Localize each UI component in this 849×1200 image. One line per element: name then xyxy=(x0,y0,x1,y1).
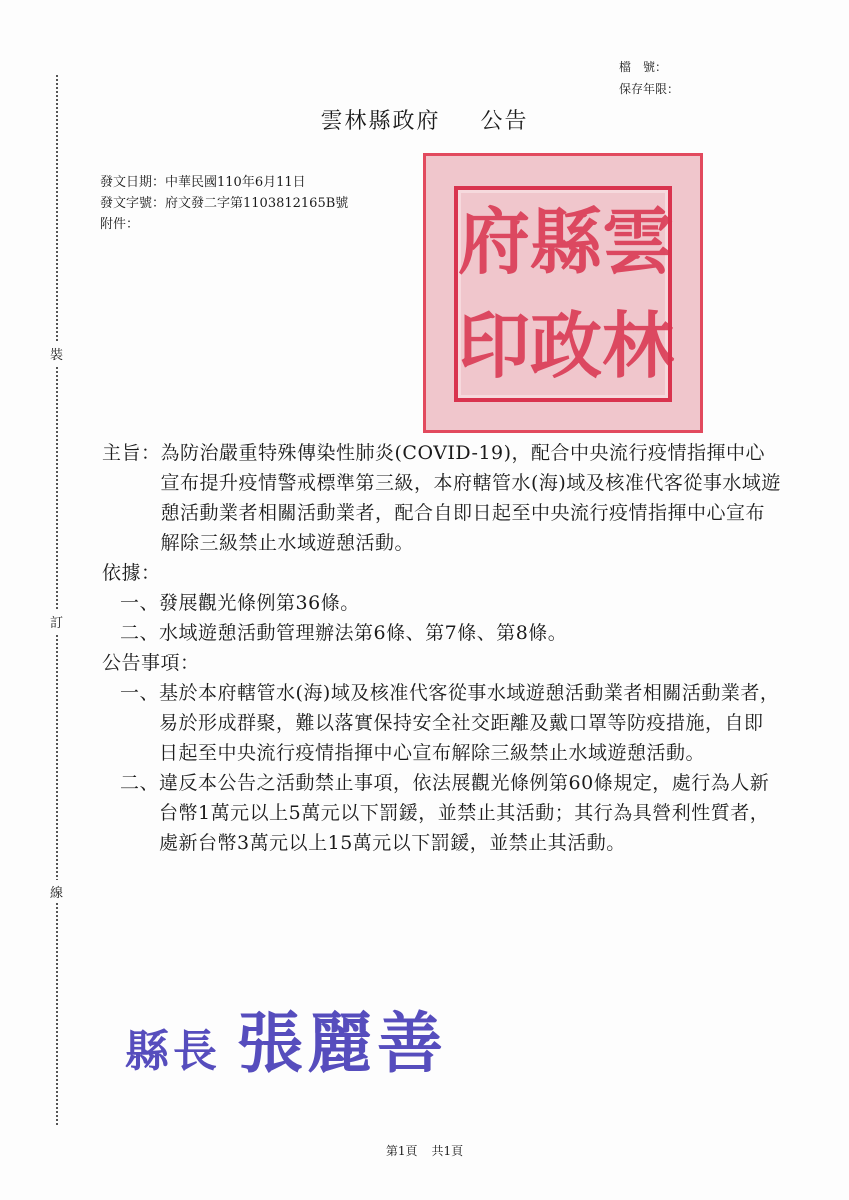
file-meta xyxy=(619,56,679,100)
seal-char: 政 xyxy=(530,304,603,388)
page-total: 共1頁 xyxy=(431,1144,464,1158)
issue-date: 發文日期：中華民國110年6月11日 xyxy=(100,175,306,190)
seal-char: 縣 xyxy=(530,200,603,284)
binding-line xyxy=(56,75,58,1125)
document-type: 公告 xyxy=(480,109,529,134)
notice-item-text: 違反本公告之活動禁止事項，依法展觀光條例第60條規定，處行為人新台幣1萬元以上5萬元以下罰鍰，並禁止其活動；其行為具營利性質者，處新台幣3萬元以上15萬元以下罰鍰，並禁止其活動。 xyxy=(159,772,770,854)
basis-item-text: 水域遊憩活動管理辦法第6條、第7條、第8條。 xyxy=(159,622,568,644)
basis-item xyxy=(102,588,782,618)
notice-section xyxy=(102,648,782,858)
basis-item-text: 發展觀光條例第36條。 xyxy=(159,592,360,614)
subject-text: 為防治嚴重特殊傳染性肺炎(COVID-19)，配合中央流行疫情指揮中心宣布提升疫情警戒標準第三級，本府轄管水(海)域及核准代客從事水域遊憩活動業者相關活動業者，配合自即日起至中央流行疫情指揮中心宣布解除三級禁止水域遊憩活動。 xyxy=(160,442,781,554)
official-seal xyxy=(423,153,703,433)
page-number: 第1頁 xyxy=(385,1144,418,1158)
binding-mark-xian: 線 xyxy=(50,880,63,903)
basis-section xyxy=(102,558,782,648)
notice-item-number: 一、 xyxy=(120,682,160,704)
signature-title: 縣長 xyxy=(125,1026,221,1077)
document-title xyxy=(0,104,849,135)
file-number-label: 檔 號： xyxy=(618,60,667,74)
binding-mark-ding: 訂 xyxy=(50,610,63,633)
signature-stamp xyxy=(125,990,447,1085)
basis-item-number: 一、 xyxy=(120,592,160,614)
basis-item-number: 二、 xyxy=(120,622,160,644)
seal-char: 府 xyxy=(458,200,531,284)
document-info xyxy=(100,172,348,235)
notice-item-number: 二、 xyxy=(120,772,160,794)
seal-characters xyxy=(454,186,675,402)
seal-char: 雲 xyxy=(602,200,675,284)
basis-label: 依據： xyxy=(102,562,161,584)
document-body xyxy=(102,438,782,858)
subject-section xyxy=(102,438,782,558)
attachment: 附件： xyxy=(100,217,140,232)
page-footer xyxy=(0,1142,849,1159)
seal-char: 林 xyxy=(602,304,675,388)
notice-label: 公告事項： xyxy=(102,652,200,674)
agency-name: 雲林縣政府 xyxy=(320,109,441,134)
issue-number: 發文字號：府文發二字第1103812165B號 xyxy=(100,196,349,211)
seal-char: 印 xyxy=(458,304,531,388)
binding-mark-zhuang: 裝 xyxy=(50,342,63,365)
retention-label: 保存年限： xyxy=(618,82,679,96)
subject-label: 主旨： xyxy=(102,442,161,464)
notice-item xyxy=(102,678,782,768)
notice-item xyxy=(102,768,782,858)
signature-name: 張麗善 xyxy=(237,1004,447,1082)
basis-item xyxy=(102,618,782,648)
notice-item-text: 基於本府轄管水(海)域及核准代客從事水域遊憩活動業者相關活動業者，易於形成群聚，難以落實保持安全社交距離及戴口罩等防疫措施，自即日起至中央流行疫情指揮中心宣布解除三級禁止水域遊憩活動。 xyxy=(159,682,780,764)
